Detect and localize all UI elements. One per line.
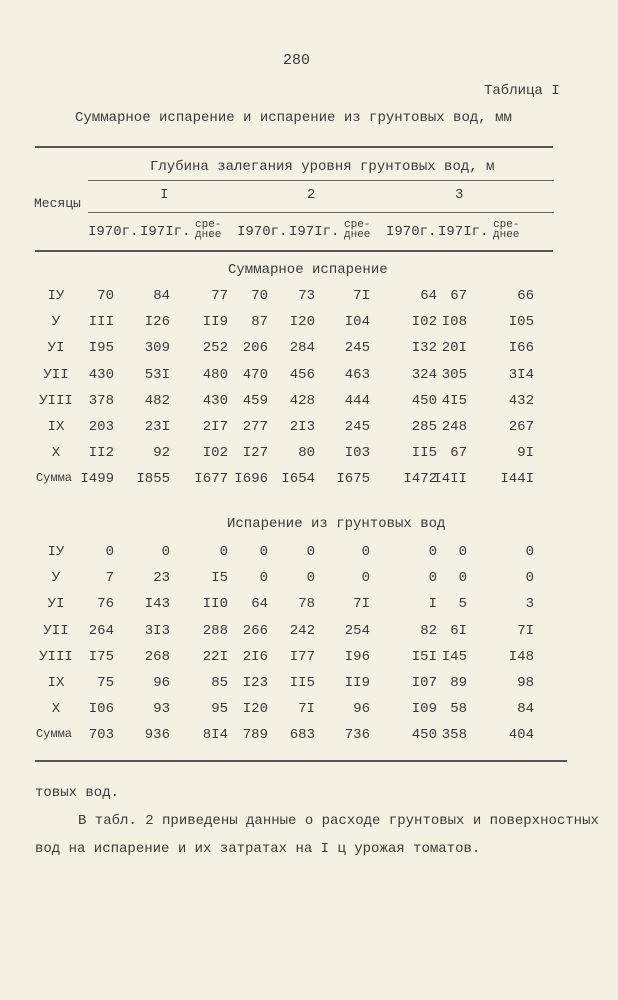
table-cell: 92: [153, 445, 170, 462]
table-cell: 2I6: [242, 648, 268, 665]
table-cell: 89: [450, 675, 467, 691]
table-cell: 0: [105, 544, 114, 560]
table-cell: 358: [441, 727, 467, 744]
table-cell: 736: [344, 727, 370, 744]
depth-2: 2: [307, 187, 316, 203]
table-cell: 9I: [517, 445, 534, 462]
table-cell: 64: [251, 596, 268, 613]
table-cell: I45: [441, 648, 467, 665]
months-label: Месяцы: [34, 196, 81, 211]
month-label: У: [51, 570, 61, 587]
table-cell: 0: [306, 544, 315, 560]
table-caption: Суммарное испарение и испарение из грунтовых вод, мм: [75, 110, 512, 126]
table-cell: 444: [344, 392, 370, 409]
section-title: Суммарное испарение: [228, 262, 388, 278]
year-1971: I97Iг.: [289, 224, 340, 240]
average-top: сре-: [493, 219, 520, 231]
table-cell: 93: [153, 701, 170, 718]
table-cell: III: [88, 314, 114, 331]
month-label: УII: [43, 366, 69, 383]
table-cell: 245: [344, 340, 370, 357]
table-cell: 53I: [144, 366, 170, 383]
table-cell: 456: [289, 366, 315, 383]
table-cell: II0: [202, 596, 228, 613]
table-cell: 0: [525, 570, 534, 587]
table-cell: 4I5: [441, 392, 467, 409]
table-cell: 2I7: [202, 419, 228, 435]
table-cell: 480: [202, 366, 228, 383]
table-cell: 305: [441, 366, 467, 383]
table-cell: 0: [306, 570, 315, 587]
table-cell: 75: [97, 675, 114, 691]
table-cell: 3: [525, 596, 534, 613]
table-cell: I07: [411, 675, 437, 691]
table-cell: 2I3: [289, 419, 315, 435]
table-cell: 7I: [353, 596, 370, 613]
month-label: IX: [47, 419, 65, 435]
table-cell: 285: [411, 419, 437, 435]
average-top: сре-: [344, 219, 371, 231]
depth-1: I: [160, 187, 169, 203]
table-cell: I: [428, 596, 437, 613]
table-cell: 84: [153, 288, 170, 304]
table-cell: I08: [441, 314, 467, 331]
table-cell: 463: [344, 366, 370, 383]
table-cell: 0: [428, 544, 437, 560]
table-cell: I696: [234, 471, 268, 488]
table-cell: II2: [88, 445, 114, 462]
month-label: X: [51, 445, 61, 462]
table-cell: I75: [88, 648, 114, 665]
table-cell: 378: [88, 392, 114, 409]
body-text-line-1: товых вод.: [35, 785, 120, 801]
table-cell: I26: [144, 314, 170, 331]
table-cell: I06: [88, 701, 114, 718]
average-bottom: днее: [344, 229, 371, 241]
table-cell: I43: [144, 596, 170, 613]
table-cell: I44I: [500, 471, 534, 488]
table-cell: 936: [144, 727, 170, 744]
month-label: Сумма: [35, 471, 72, 486]
table-cell: I499: [80, 471, 114, 488]
table-cell: 789: [242, 727, 268, 744]
table-cell: 7: [105, 570, 114, 587]
table-label: Таблица I: [484, 83, 560, 99]
table-cell: 64: [420, 288, 437, 304]
table-cell: 284: [289, 340, 315, 357]
table-cell: 5: [458, 596, 467, 613]
table-cell: 23: [153, 570, 170, 587]
table-cell: II9: [344, 675, 370, 691]
table-cell: II5: [411, 445, 437, 462]
table-cell: 3I4: [508, 366, 534, 383]
table-cell: I677: [194, 471, 228, 488]
table-cell: 203: [88, 419, 114, 435]
table-cell: 7I: [517, 622, 534, 639]
month-label: IX: [47, 675, 65, 691]
table-cell: I09: [411, 701, 437, 718]
table-cell: I27: [242, 445, 268, 462]
table-cell: 450: [411, 727, 437, 744]
table-cell: 248: [441, 419, 467, 435]
table-cell: 428: [289, 392, 315, 409]
depth-3: 3: [455, 187, 464, 203]
table-cell: I20: [242, 701, 268, 718]
table-cell: I20: [289, 314, 315, 331]
year-1971: I97Iг.: [438, 224, 489, 240]
table-cell: 404: [508, 727, 534, 744]
table-cell: 245: [344, 419, 370, 435]
table-cell: 23I: [144, 419, 170, 435]
table-cell: I4II: [433, 471, 467, 488]
table-cell: I5I: [411, 648, 437, 665]
table-cell: 85: [211, 675, 228, 691]
table-cell: I04: [344, 314, 370, 331]
table-cell: I02: [202, 445, 228, 462]
table-cell: 87: [251, 314, 268, 331]
year-1970: I970г.: [386, 224, 437, 240]
table-cell: 264: [88, 622, 114, 639]
table-cell: 58: [450, 701, 467, 718]
average-top: сре-: [195, 219, 222, 231]
table-cell: 98: [517, 675, 534, 691]
year-1971: I97Iг.: [140, 224, 191, 240]
table-cell: I02: [411, 314, 437, 331]
depth-label: Глубина залегания уровня грунтовых вод, м: [150, 159, 495, 175]
table-cell: I03: [344, 445, 370, 462]
average-label: [493, 220, 519, 240]
month-label: IУ: [47, 288, 65, 304]
table-cell: 470: [242, 366, 268, 383]
table-cell: 450: [411, 392, 437, 409]
table-cell: 266: [242, 622, 268, 639]
month-label: Сумма: [35, 727, 72, 742]
table-cell: 6I: [450, 622, 467, 639]
table-cell: 309: [144, 340, 170, 357]
average-bottom: днее: [493, 229, 520, 241]
table-cell: 20I: [441, 340, 467, 357]
table-cell: 8I4: [202, 727, 228, 744]
average-label: [344, 220, 370, 240]
table-cell: 96: [353, 701, 370, 718]
table-cell: 3I3: [144, 622, 170, 639]
month-label: УI: [47, 596, 65, 613]
month-label: УIII: [39, 648, 73, 665]
table-cell: 76: [97, 596, 114, 613]
year-1970: I970г.: [88, 224, 139, 240]
table-cell: I77: [289, 648, 315, 665]
table-cell: 459: [242, 392, 268, 409]
table-cell: 0: [525, 544, 534, 560]
table-cell: 70: [251, 288, 268, 304]
table-cell: 0: [161, 544, 170, 560]
table-cell: 254: [344, 622, 370, 639]
table-cell: 206: [242, 340, 268, 357]
table-cell: 267: [508, 419, 534, 435]
table-cell: I675: [336, 471, 370, 488]
table-cell: 703: [88, 727, 114, 744]
table-cell: I66: [508, 340, 534, 357]
table-cell: 77: [211, 288, 228, 304]
table-cell: 252: [202, 340, 228, 357]
table-cell: 430: [88, 366, 114, 383]
table-cell: 0: [458, 570, 467, 587]
table-cell: 324: [411, 366, 437, 383]
table-cell: 0: [219, 544, 228, 560]
table-cell: I5: [211, 570, 228, 587]
table-cell: 73: [298, 288, 315, 304]
table-cell: I472: [403, 471, 437, 488]
table-cell: 683: [289, 727, 315, 744]
table-cell: 482: [144, 392, 170, 409]
table-cell: 96: [153, 675, 170, 691]
month-label: У: [51, 314, 61, 331]
table-cell: I32: [411, 340, 437, 357]
table-cell: 95: [211, 701, 228, 718]
page-number: 280: [283, 52, 311, 69]
table-cell: 268: [144, 648, 170, 665]
year-1970: I970г.: [237, 224, 288, 240]
table-cell: I96: [344, 648, 370, 665]
table-cell: 432: [508, 392, 534, 409]
month-label: УII: [43, 622, 69, 639]
table-cell: I95: [88, 340, 114, 357]
table-cell: 67: [450, 288, 467, 304]
table-cell: 0: [428, 570, 437, 587]
table-cell: I855: [136, 471, 170, 488]
table-cell: I05: [508, 314, 534, 331]
table-cell: II5: [289, 675, 315, 691]
table-cell: 242: [289, 622, 315, 639]
table-cell: 0: [259, 544, 268, 560]
body-text-line-3: вод на испарение и их затратах на I ц урожая томатов.: [35, 841, 481, 857]
table-cell: 80: [298, 445, 315, 462]
month-label: УIII: [39, 392, 73, 409]
body-text-line-2: В табл. 2 приведены данные о расходе грунтовых и поверхностных: [78, 813, 599, 829]
table-cell: 70: [97, 288, 114, 304]
table-cell: I48: [508, 648, 534, 665]
table-cell: 7I: [298, 701, 315, 718]
table-cell: 7I: [353, 288, 370, 304]
month-label: X: [51, 701, 61, 718]
average-label: [195, 220, 221, 240]
section-title: Испарение из грунтовых вод: [227, 516, 446, 532]
table-cell: I23: [242, 675, 268, 691]
average-bottom: днее: [195, 229, 222, 241]
table-cell: II9: [202, 314, 228, 331]
table-cell: 0: [259, 570, 268, 587]
table-cell: 288: [202, 622, 228, 639]
table-cell: 67: [450, 445, 467, 462]
table-cell: 0: [361, 570, 370, 587]
table-cell: 22I: [202, 648, 228, 665]
month-label: IУ: [47, 544, 65, 560]
month-label: УI: [47, 340, 65, 357]
table-cell: 430: [202, 392, 228, 409]
table-cell: 0: [458, 544, 467, 560]
table-cell: 277: [242, 419, 268, 435]
table-cell: 82: [420, 622, 437, 639]
table-cell: 78: [298, 596, 315, 613]
table-cell: 0: [361, 544, 370, 560]
table-cell: 66: [517, 288, 534, 304]
table-cell: I654: [281, 471, 315, 488]
table-cell: 84: [517, 701, 534, 718]
